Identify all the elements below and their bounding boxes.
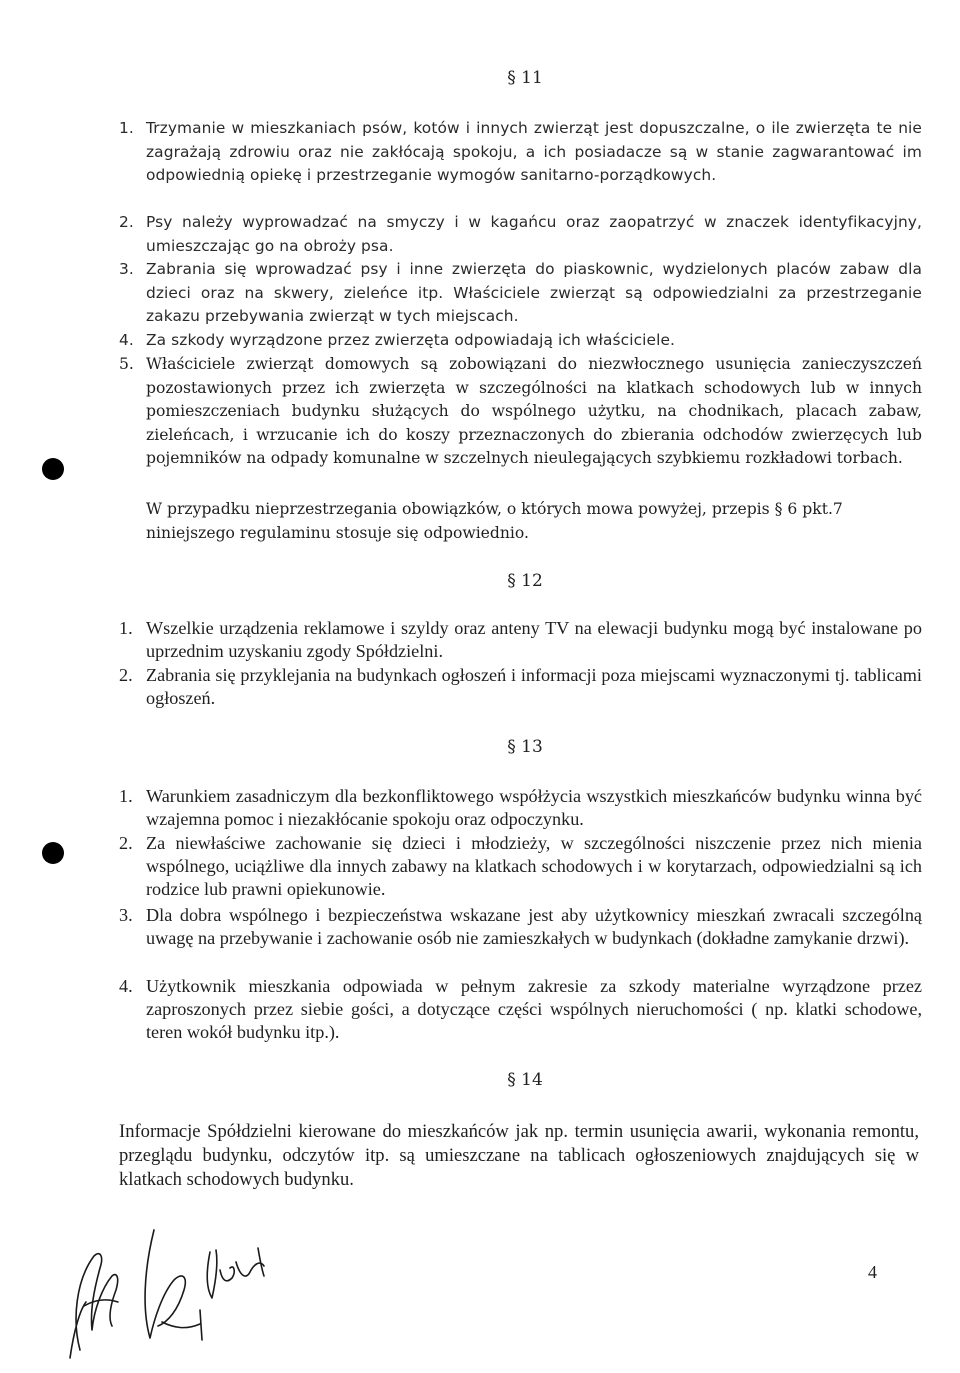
item-text: Warunkiem zasadniczym dla bezkonfliktowego współżycia wszystkich mieszkańców budynku winna być wzajemna pomoc i niezakłócanie spokoju oraz odpoczynku.	[146, 786, 922, 830]
item-text: Za niewłaściwe zachowanie się dzieci i młodzieży, w szczególności niszczenie przez nich mienia wspólnego, uciążliwe dla innych zabawy na klatkach schodowych i w korytarzach, odpowiedzialni są ich rodzice lub prawni opiekunowie.	[146, 833, 922, 900]
item-text: Wszelkie urządzenia reklamowe i szyldy oraz anteny TV na elewacji budynku mogą być instalowane po uprzednim uzyskaniu zgody Spółdzielni.	[146, 618, 922, 662]
item-number: 2.	[119, 665, 133, 685]
closing-paragraph-11: W przypadku nieprzestrzegania obowiązków, o których mowa powyżej, przepis § 6 pkt.7 niniejszego regulaminu stosuje się odpowiednio.	[146, 500, 843, 542]
item-number: 2.	[119, 833, 133, 853]
item-number: 3.	[119, 905, 133, 925]
item-number: 5.	[119, 355, 134, 373]
section-heading-13: § 13	[507, 737, 543, 757]
item-number: 4.	[119, 331, 134, 349]
item-number: 1.	[119, 119, 134, 137]
section-heading-11: § 11	[507, 68, 543, 88]
item-text: Za szkody wyrządzone przez zwierzęta odpowiadają ich właściciele.	[146, 331, 676, 349]
item-number: 1.	[119, 786, 133, 806]
item-number: 3.	[119, 260, 134, 278]
paragraph-14: Informacje Spółdzielni kierowane do mieszkańców jak np. termin usunięcia awarii, wykonania remontu, przeglądu budynku, odczytów itp. są umieszczane na tablicach ogłoszeniowych znajdujących się w klatkach schodowych budynku.	[119, 1121, 919, 1190]
item-text: Dla dobra wspólnego i bezpieczeństwa wskazane jest aby użytkownicy mieszkań zwracali szczególną uwagę na przebywanie i zachowanie osób nie zamieszkałych w budynkach (dokładne zamykanie drzwi).	[146, 905, 922, 949]
item-text: Trzymanie w mieszkaniach psów, kotów i innych zwierząt jest dopuszczalne, o ile zwierzęta te nie zagrażają zdrowiu oraz nie zakłócają spokoju, a ich posiadacze są w stanie zagwarantować im odpowiednią opiekę i przestrzeganie wymogów sanitarno-porządkowych.	[146, 119, 922, 184]
item-text: Właściciele zwierząt domowych są zobowiązani do niezwłocznego usunięcia zanieczyszczeń pozostawionych przez ich zwierzęta w szczególności na klatkach schodowych lub w innych pomieszczeniach budynku służących do wspólnego użytku, na chodnikach, placach zabaw, zieleńcach, i wrzucanie ich do koszy przeznaczonych do zbierania odchodów zwierzęcych lub pojemników na odpady komunalne w szczelnych nieulegających szybkiemu rozkładowi torbach.	[146, 355, 922, 467]
item-text: Zabrania się przyklejania na budynkach ogłoszeń i informacji poza miejscami wyznaczonymi tj. tablicami ogłoszeń.	[146, 665, 922, 709]
section-heading-12: § 12	[507, 571, 543, 591]
item-number: 4.	[119, 976, 133, 996]
item-number: 1.	[119, 618, 133, 638]
item-text: Użytkownik mieszkania odpowiada w pełnym zakresie za szkody materialne wyrządzone przez zaproszonych przez siebie gości, a dotyczące części wspólnych nieruchomości ( np. klatki schodowe, teren wokół budynku itp.).	[146, 976, 922, 1043]
handwritten-signature	[50, 1210, 310, 1360]
page-number: 4	[868, 1262, 877, 1282]
punch-hole	[42, 842, 64, 864]
item-text: Psy należy wyprowadzać na smyczy i w kagańcu oraz zaopatrzyć w znaczek identyfikacyjny, umieszczając go na obroży psa.	[146, 213, 922, 255]
section-heading-14: § 14	[507, 1070, 543, 1090]
item-text: Zabrania się wprowadzać psy i inne zwierzęta do piaskownic, wydzielonych placów zabaw dla dzieci oraz na skwery, zieleńce itp. Właściciele zwierząt są odpowiedzialni za przestrzeganie zakazu przebywania zwierząt w tych miejscach.	[146, 260, 922, 325]
list-item-11-1	[119, 117, 922, 187]
item-number: 2.	[119, 213, 134, 231]
punch-hole	[42, 458, 64, 480]
